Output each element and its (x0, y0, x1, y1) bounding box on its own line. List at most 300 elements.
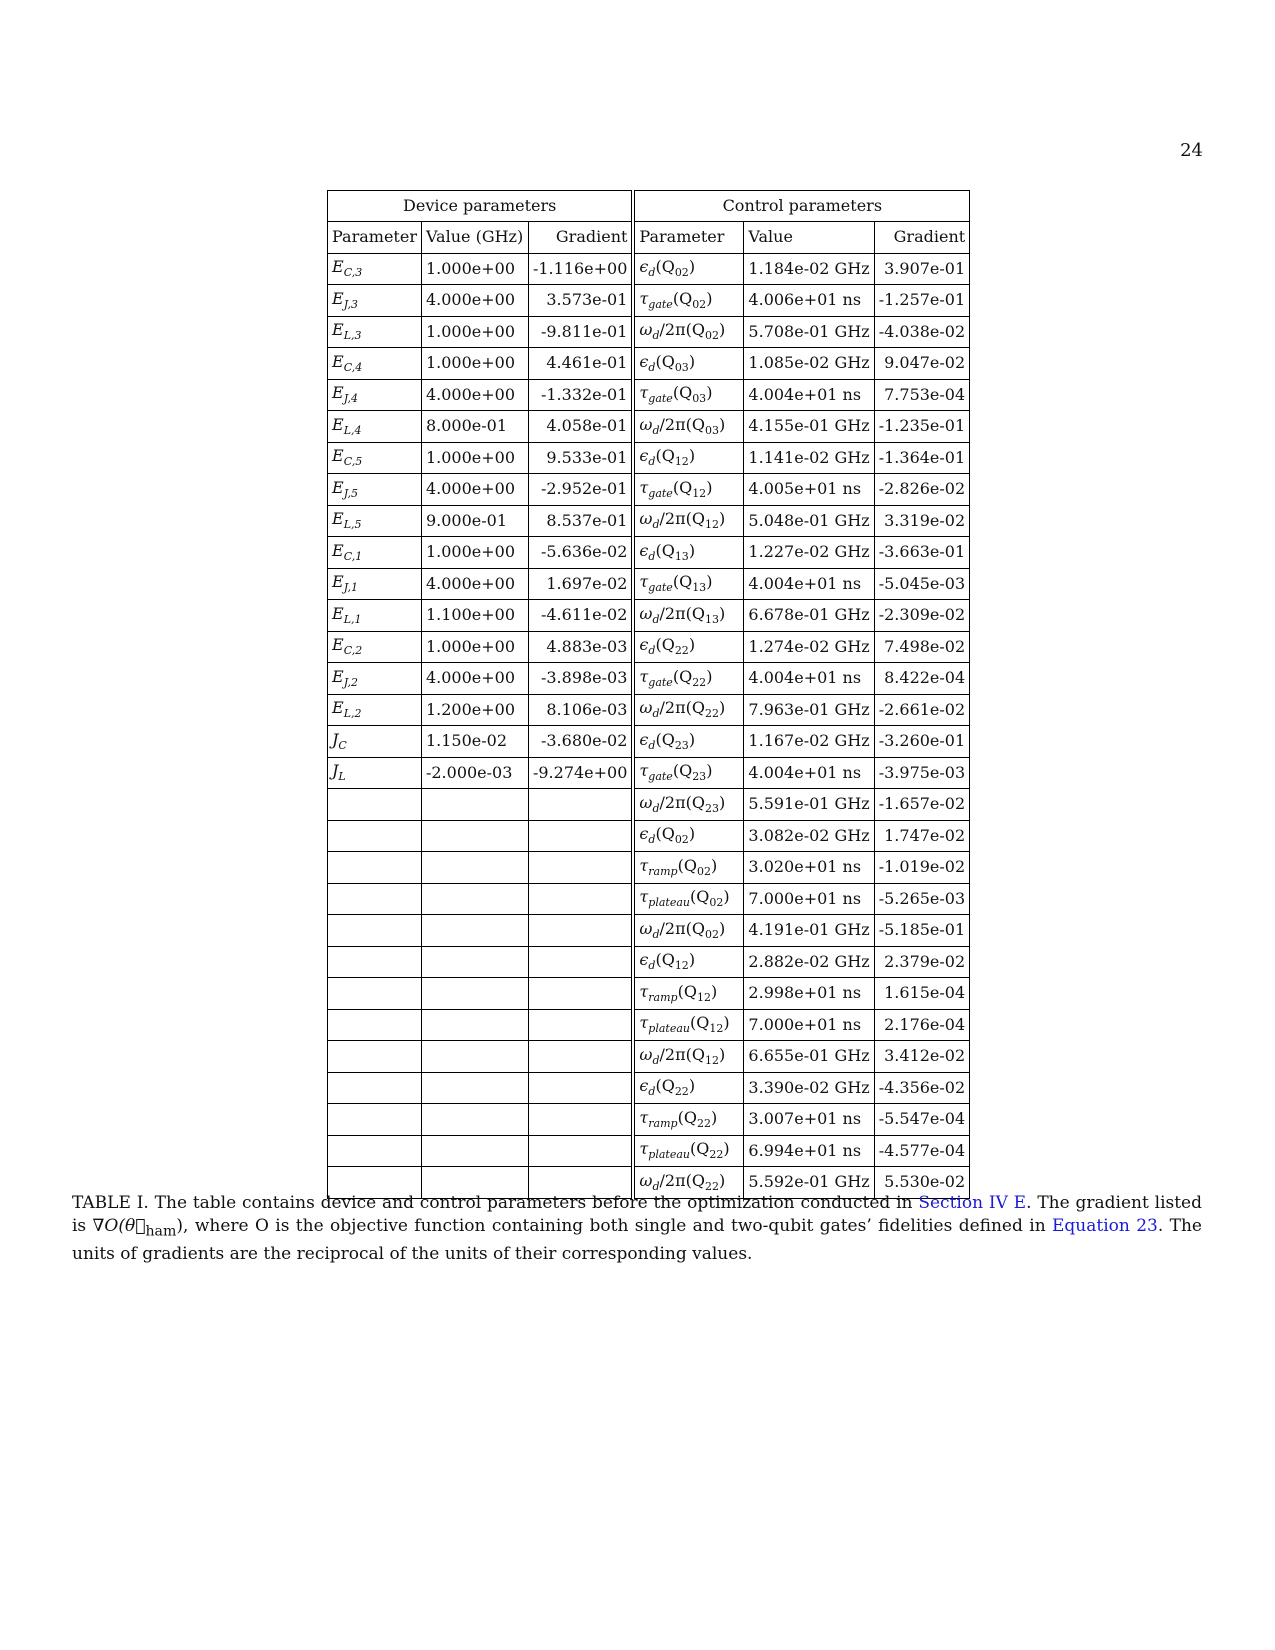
control-symbol: ω (639, 414, 653, 434)
qubit-label-subscript: 23 (692, 770, 707, 784)
device-parameter-cell (328, 789, 422, 821)
empty-cell (328, 883, 422, 915)
qubit-label-subscript: 02 (674, 833, 689, 847)
empty-cell (328, 852, 422, 884)
device-gradient-cell: -3.680e-02 (528, 726, 633, 758)
control-gradient-cell: -5.265e-03 (874, 883, 969, 915)
table-row (328, 505, 970, 537)
device-value-cell: 9.000e-01 (421, 505, 528, 537)
device-value-cell (421, 789, 528, 821)
device-gradient-cell (528, 789, 633, 821)
device-gradient-cell: -1.332e-01 (528, 379, 633, 411)
control-parameter-cell: $\omega_d/2\pi(Q_{02})$ (633, 316, 744, 348)
control-parameter-cell: $\epsilon_d(Q_{02})$ (633, 253, 744, 285)
empty-cell (328, 946, 422, 978)
control-symbol-subscript: d (648, 360, 656, 374)
table-row (328, 442, 970, 474)
table-row (328, 1135, 970, 1167)
device-parameter-subscript: J,5 (343, 486, 358, 500)
control-gradient-cell: -1.657e-02 (874, 789, 969, 821)
device-gradient-cell: 4.461e-01 (528, 348, 633, 380)
device-value-cell: 1.000e+00 (421, 631, 528, 663)
device-value-cell: 4.000e+00 (421, 663, 528, 695)
control-value-cell: 1.167e-02 GHz (744, 726, 874, 758)
table-row (328, 285, 970, 317)
qubit-label-subscript: 12 (674, 959, 689, 973)
qubit-label: Q (661, 635, 675, 655)
device-parameters-header: Device parameters (328, 191, 634, 222)
control-symbol: τ (639, 855, 649, 875)
qubit-label: Q (679, 477, 693, 497)
control-symbol-subscript: d (652, 612, 660, 626)
control-symbol-subscript: gate (648, 297, 673, 311)
qubit-label: Q (661, 824, 675, 844)
control-symbol-subscript: d (652, 927, 660, 941)
column-header-control-value: Value (744, 222, 874, 254)
device-value-cell: 1.000e+00 (421, 348, 528, 380)
control-symbol: ω (639, 603, 653, 623)
qubit-label-subscript: 13 (704, 612, 719, 626)
control-gradient-cell: 3.412e-02 (874, 1041, 969, 1073)
control-value-cell: 4.004e+01 ns (744, 379, 874, 411)
control-parameter-cell: $\tau_{gate}(Q_{23})$ (633, 757, 744, 789)
device-parameter-cell (328, 253, 422, 285)
qubit-label-subscript: 13 (692, 581, 707, 595)
device-value-cell: 4.000e+00 (421, 285, 528, 317)
control-gradient-cell: 3.319e-02 (874, 505, 969, 537)
table-row (328, 978, 970, 1010)
control-symbol-subscript: d (652, 1053, 660, 1067)
qubit-label: Q (661, 257, 675, 277)
control-value-cell: 7.963e-01 GHz (744, 694, 874, 726)
empty-cell (421, 1041, 528, 1073)
column-header-gradient: Gradient (528, 222, 633, 254)
control-value-cell: 4.004e+01 ns (744, 663, 874, 695)
device-value-cell: 8.000e-01 (421, 411, 528, 443)
control-symbol-subscript: gate (648, 675, 673, 689)
qubit-label: Q (661, 729, 675, 749)
control-symbol-suffix: /2π (659, 603, 686, 623)
control-gradient-cell: -2.826e-02 (874, 474, 969, 506)
device-parameter-symbol: E (332, 351, 344, 371)
device-parameter-subscript: L (338, 770, 346, 784)
table-caption (72, 1192, 1202, 1266)
control-value-cell: 3.390e-02 GHz (744, 1072, 874, 1104)
qubit-label-subscript: 22 (709, 1148, 724, 1162)
qubit-label: Q (691, 603, 705, 623)
qubit-label-subscript: 12 (674, 455, 689, 469)
qubit-label: Q (661, 950, 675, 970)
control-parameter-cell: $\omega_d/2\pi(Q_{23})$ (633, 789, 744, 821)
control-symbol-subscript: ramp (648, 1116, 678, 1130)
empty-cell (528, 1072, 633, 1104)
device-parameter-cell (328, 631, 422, 663)
control-parameter-cell: $\epsilon_d(Q_{22})$ (633, 1072, 744, 1104)
device-parameter-cell (328, 316, 422, 348)
control-value-cell: 3.007e+01 ns (744, 1104, 874, 1136)
control-value-cell: 4.155e-01 GHz (744, 411, 874, 443)
qubit-label: Q (696, 1139, 710, 1159)
device-gradient-cell: 1.697e-02 (528, 568, 633, 600)
qubit-label-subscript: 12 (692, 486, 707, 500)
control-parameters-header: Control parameters (633, 191, 969, 222)
qubit-label: Q (691, 1044, 705, 1064)
parameters-table (327, 190, 970, 1199)
device-value-cell: 1.150e-02 (421, 726, 528, 758)
qubit-label-subscript: 22 (692, 675, 707, 689)
empty-cell (421, 946, 528, 978)
qubit-label: Q (661, 351, 675, 371)
empty-cell (528, 852, 633, 884)
control-symbol: ω (639, 1170, 653, 1190)
control-symbol: ϵ (639, 446, 649, 466)
control-gradient-cell: -5.045e-03 (874, 568, 969, 600)
device-parameter-symbol: E (332, 414, 344, 434)
control-parameter-cell: $\epsilon_d(Q_{03})$ (633, 348, 744, 380)
empty-cell (421, 1135, 528, 1167)
device-gradient-cell: 8.537e-01 (528, 505, 633, 537)
table-row (328, 1104, 970, 1136)
control-symbol-suffix: /2π (659, 1170, 686, 1190)
device-parameter-subscript: C,4 (343, 360, 363, 374)
control-value-cell: 4.006e+01 ns (744, 285, 874, 317)
control-symbol-subscript: d (648, 833, 656, 847)
device-gradient-cell: -3.898e-03 (528, 663, 633, 695)
control-symbol-subscript: d (652, 518, 660, 532)
control-symbol: τ (639, 1139, 649, 1159)
qubit-label-subscript: 23 (704, 801, 719, 815)
control-value-cell: 6.655e-01 GHz (744, 1041, 874, 1073)
control-parameter-cell: $\epsilon_d(Q_{12})$ (633, 442, 744, 474)
control-value-cell: 5.591e-01 GHz (744, 789, 874, 821)
control-gradient-cell: -4.577e-04 (874, 1135, 969, 1167)
control-symbol-subscript: gate (648, 486, 673, 500)
qubit-label: Q (691, 918, 705, 938)
control-parameter-cell: $\tau_{gate}(Q_{13})$ (633, 568, 744, 600)
equation-link[interactable]: Equation 23 (1052, 1216, 1158, 1236)
control-value-cell: 7.000e+01 ns (744, 883, 874, 915)
device-gradient-cell: -2.952e-01 (528, 474, 633, 506)
control-gradient-cell: 2.176e-04 (874, 1009, 969, 1041)
control-symbol-subscript: gate (648, 770, 673, 784)
device-parameter-cell (328, 726, 422, 758)
empty-cell (421, 1072, 528, 1104)
device-gradient-cell: -4.611e-02 (528, 600, 633, 632)
empty-cell (421, 1009, 528, 1041)
control-gradient-cell: 7.753e-04 (874, 379, 969, 411)
control-parameter-cell: $\tau_{plateau}(Q_{02})$ (633, 883, 744, 915)
device-gradient-cell: 9.533e-01 (528, 442, 633, 474)
empty-cell (421, 883, 528, 915)
device-parameter-symbol: E (332, 572, 344, 592)
device-parameter-symbol: E (332, 540, 344, 560)
qubit-label: Q (696, 1013, 710, 1033)
device-parameter-cell (328, 663, 422, 695)
device-value-cell: 4.000e+00 (421, 379, 528, 411)
gradient-symbol: $\nabla O(\theta⃗_{ham}$ (92, 1216, 177, 1240)
device-parameter-cell (328, 600, 422, 632)
device-parameter-symbol: E (332, 477, 344, 497)
qubit-label-subscript: 22 (674, 1085, 689, 1099)
control-gradient-cell: -3.975e-03 (874, 757, 969, 789)
table-row (328, 946, 970, 978)
qubit-label-subscript: 03 (692, 392, 707, 406)
control-symbol-suffix: /2π (659, 414, 686, 434)
empty-cell (528, 946, 633, 978)
device-value-cell: 1.000e+00 (421, 316, 528, 348)
control-parameter-cell: $\tau_{gate}(Q_{03})$ (633, 379, 744, 411)
control-parameter-cell: $\tau_{plateau}(Q_{22})$ (633, 1135, 744, 1167)
device-parameter-subscript: L,4 (343, 423, 362, 437)
control-symbol: ω (639, 509, 653, 529)
control-value-cell: 6.678e-01 GHz (744, 600, 874, 632)
control-symbol: τ (639, 383, 649, 403)
empty-cell (528, 978, 633, 1010)
device-gradient-cell: -9.274e+00 (528, 757, 633, 789)
table-row (328, 474, 970, 506)
control-symbol: ϵ (639, 729, 649, 749)
qubit-label: Q (691, 509, 705, 529)
empty-cell (421, 978, 528, 1010)
empty-cell (421, 1104, 528, 1136)
device-parameter-cell (328, 474, 422, 506)
device-parameter-subscript: C,1 (343, 549, 363, 563)
control-symbol-suffix: /2π (659, 918, 686, 938)
device-parameter-symbol: E (332, 635, 344, 655)
device-parameter-symbol: J (332, 761, 339, 781)
caption-text-4: . The units of gradients are the reciprocal of the units of their corresponding values. (72, 1216, 1202, 1265)
table-row (328, 411, 970, 443)
control-gradient-cell: -5.547e-04 (874, 1104, 969, 1136)
table-row (328, 883, 970, 915)
control-symbol-suffix: /2π (659, 792, 686, 812)
device-parameter-symbol: E (332, 698, 344, 718)
device-parameter-subscript: C (338, 738, 347, 752)
device-value-cell: 1.100e+00 (421, 600, 528, 632)
control-value-cell: 5.708e-01 GHz (744, 316, 874, 348)
control-value-cell: 3.020e+01 ns (744, 852, 874, 884)
device-parameter-cell (328, 568, 422, 600)
column-header-parameter: Parameter (328, 222, 422, 254)
control-value-cell: 1.227e-02 GHz (744, 537, 874, 569)
device-parameter-subscript: J,1 (343, 581, 358, 595)
caption-text-3: ), where O is the objective function containing both single and two-qubit gates’ fidelities defined in (176, 1216, 1046, 1236)
control-gradient-cell: 2.379e-02 (874, 946, 969, 978)
control-value-cell: 4.005e+01 ns (744, 474, 874, 506)
control-value-cell: 1.141e-02 GHz (744, 442, 874, 474)
device-parameter-cell (328, 379, 422, 411)
qubit-label-subscript: 13 (674, 549, 689, 563)
control-symbol: ω (639, 792, 653, 812)
table-row (328, 600, 970, 632)
control-symbol-subscript: d (648, 266, 656, 280)
qubit-label: Q (679, 572, 693, 592)
empty-cell (421, 852, 528, 884)
qubit-label-subscript: 22 (704, 1179, 719, 1193)
qubit-label: Q (691, 320, 705, 340)
device-parameter-cell (328, 348, 422, 380)
control-parameter-cell: $\omega_d/2\pi(Q_{22})$ (633, 1167, 744, 1199)
control-parameter-cell: $\omega_d/2\pi(Q_{12})$ (633, 505, 744, 537)
control-parameter-cell: $\omega_d/2\pi(Q_{12})$ (633, 1041, 744, 1073)
control-value-cell: 4.004e+01 ns (744, 568, 874, 600)
empty-cell (528, 1009, 633, 1041)
control-symbol: ϵ (639, 635, 649, 655)
device-parameter-subscript: L,3 (343, 329, 362, 343)
caption-label: TABLE I. (72, 1193, 149, 1213)
empty-cell (328, 1104, 422, 1136)
control-parameter-cell: $\tau_{gate}(Q_{02})$ (633, 285, 744, 317)
control-value-cell: 2.882e-02 GHz (744, 946, 874, 978)
control-value-cell: 6.994e+01 ns (744, 1135, 874, 1167)
qubit-label: Q (679, 288, 693, 308)
device-parameter-cell (328, 285, 422, 317)
qubit-label: Q (683, 1107, 697, 1127)
control-symbol-subscript: ramp (648, 990, 678, 1004)
control-parameter-cell: $\tau_{gate}(Q_{12})$ (633, 474, 744, 506)
empty-cell (528, 1041, 633, 1073)
control-symbol-suffix: /2π (659, 509, 686, 529)
device-parameter-symbol: E (332, 446, 344, 466)
qubit-label: Q (696, 887, 710, 907)
qubit-label-subscript: 23 (674, 738, 689, 752)
control-symbol-subscript: d (648, 738, 656, 752)
table-row (328, 631, 970, 663)
table-row (328, 694, 970, 726)
device-parameter-subscript: C,3 (343, 266, 363, 280)
device-parameter-subscript: L,1 (343, 612, 362, 626)
control-symbol-subscript: gate (648, 392, 673, 406)
column-header-row (328, 222, 970, 254)
device-parameter-cell (328, 442, 422, 474)
control-value-cell: 1.184e-02 GHz (744, 253, 874, 285)
control-gradient-cell: 1.747e-02 (874, 820, 969, 852)
table-row (328, 537, 970, 569)
control-parameter-cell: $\epsilon_d(Q_{23})$ (633, 726, 744, 758)
empty-cell (328, 1072, 422, 1104)
empty-cell (421, 820, 528, 852)
empty-cell (528, 1104, 633, 1136)
empty-cell (528, 915, 633, 947)
control-symbol-subscript: d (652, 707, 660, 721)
qubit-label-subscript: 12 (696, 990, 711, 1004)
control-gradient-cell: 5.530e-02 (874, 1167, 969, 1199)
control-value-cell: 7.000e+01 ns (744, 1009, 874, 1041)
control-gradient-cell: -5.185e-01 (874, 915, 969, 947)
control-value-cell: 1.085e-02 GHz (744, 348, 874, 380)
device-parameter-symbol: E (332, 257, 344, 277)
control-symbol-subscript: d (648, 1085, 656, 1099)
empty-cell (328, 1009, 422, 1041)
section-link[interactable]: Section IV E (918, 1193, 1027, 1213)
control-parameter-cell: $\epsilon_d(Q_{13})$ (633, 537, 744, 569)
empty-cell (328, 1135, 422, 1167)
control-symbol: ϵ (639, 1076, 649, 1096)
device-value-cell: 1.000e+00 (421, 537, 528, 569)
device-value-cell: 1.200e+00 (421, 694, 528, 726)
control-gradient-cell: -4.356e-02 (874, 1072, 969, 1104)
control-symbol-subscript: d (652, 801, 660, 815)
device-parameter-cell (328, 537, 422, 569)
control-gradient-cell: -4.038e-02 (874, 316, 969, 348)
empty-cell (528, 883, 633, 915)
control-parameter-cell: $\tau_{ramp}(Q_{02})$ (633, 852, 744, 884)
control-parameter-cell: $\omega_d/2\pi(Q_{02})$ (633, 915, 744, 947)
control-parameter-cell: $\tau_{plateau}(Q_{12})$ (633, 1009, 744, 1041)
control-symbol-subscript: plateau (648, 1148, 690, 1162)
device-parameter-cell (328, 505, 422, 537)
table-row (328, 726, 970, 758)
table-row (328, 789, 970, 821)
control-symbol: ϵ (639, 257, 649, 277)
qubit-label: Q (661, 1076, 675, 1096)
empty-cell (328, 978, 422, 1010)
control-value-cell: 4.191e-01 GHz (744, 915, 874, 947)
qubit-label-subscript: 03 (674, 360, 689, 374)
table-row (328, 348, 970, 380)
device-parameter-symbol: E (332, 288, 344, 308)
qubit-label: Q (691, 698, 705, 718)
table-row (328, 663, 970, 695)
control-gradient-cell: 3.907e-01 (874, 253, 969, 285)
control-parameter-cell: $\omega_d/2\pi(Q_{03})$ (633, 411, 744, 443)
qubit-label-subscript: 02 (692, 297, 707, 311)
device-parameter-symbol: E (332, 666, 344, 686)
control-symbol-subscript: d (652, 423, 660, 437)
control-gradient-cell: -1.235e-01 (874, 411, 969, 443)
control-value-cell: 2.998e+01 ns (744, 978, 874, 1010)
table-row (328, 316, 970, 348)
column-header-control-gradient: Gradient (874, 222, 969, 254)
qubit-label-subscript: 02 (696, 864, 711, 878)
control-gradient-cell: 9.047e-02 (874, 348, 969, 380)
empty-cell (421, 915, 528, 947)
qubit-label: Q (683, 981, 697, 1001)
device-parameter-cell (328, 694, 422, 726)
qubit-label-subscript: 02 (674, 266, 689, 280)
control-symbol-subscript: d (652, 1179, 660, 1193)
qubit-label-subscript: 22 (674, 644, 689, 658)
device-parameter-subscript: J,4 (343, 392, 358, 406)
empty-cell (528, 1135, 633, 1167)
device-parameter-symbol: E (332, 509, 344, 529)
qubit-label: Q (679, 761, 693, 781)
qubit-label: Q (679, 383, 693, 403)
control-parameter-cell: $\omega_d/2\pi(Q_{13})$ (633, 600, 744, 632)
control-symbol: ϵ (639, 950, 649, 970)
device-value-cell: 1.000e+00 (421, 442, 528, 474)
control-gradient-cell: -1.364e-01 (874, 442, 969, 474)
empty-cell (528, 820, 633, 852)
qubit-label-subscript: 12 (704, 1053, 719, 1067)
empty-cell (328, 915, 422, 947)
qubit-label-subscript: 03 (704, 423, 719, 437)
control-parameter-cell: $\epsilon_d(Q_{02})$ (633, 820, 744, 852)
control-symbol-subscript: plateau (648, 1022, 690, 1036)
control-symbol: ω (639, 1044, 653, 1064)
control-gradient-cell: -2.661e-02 (874, 694, 969, 726)
control-parameter-cell: $\epsilon_d(Q_{12})$ (633, 946, 744, 978)
device-gradient-cell: -9.811e-01 (528, 316, 633, 348)
device-parameter-subscript: L,5 (343, 518, 362, 532)
qubit-label-subscript: 02 (709, 896, 724, 910)
control-symbol: ϵ (639, 351, 649, 371)
table-row (328, 820, 970, 852)
control-symbol-subscript: gate (648, 581, 673, 595)
table-row (328, 915, 970, 947)
device-parameter-symbol: J (332, 729, 339, 749)
table-row (328, 1041, 970, 1073)
